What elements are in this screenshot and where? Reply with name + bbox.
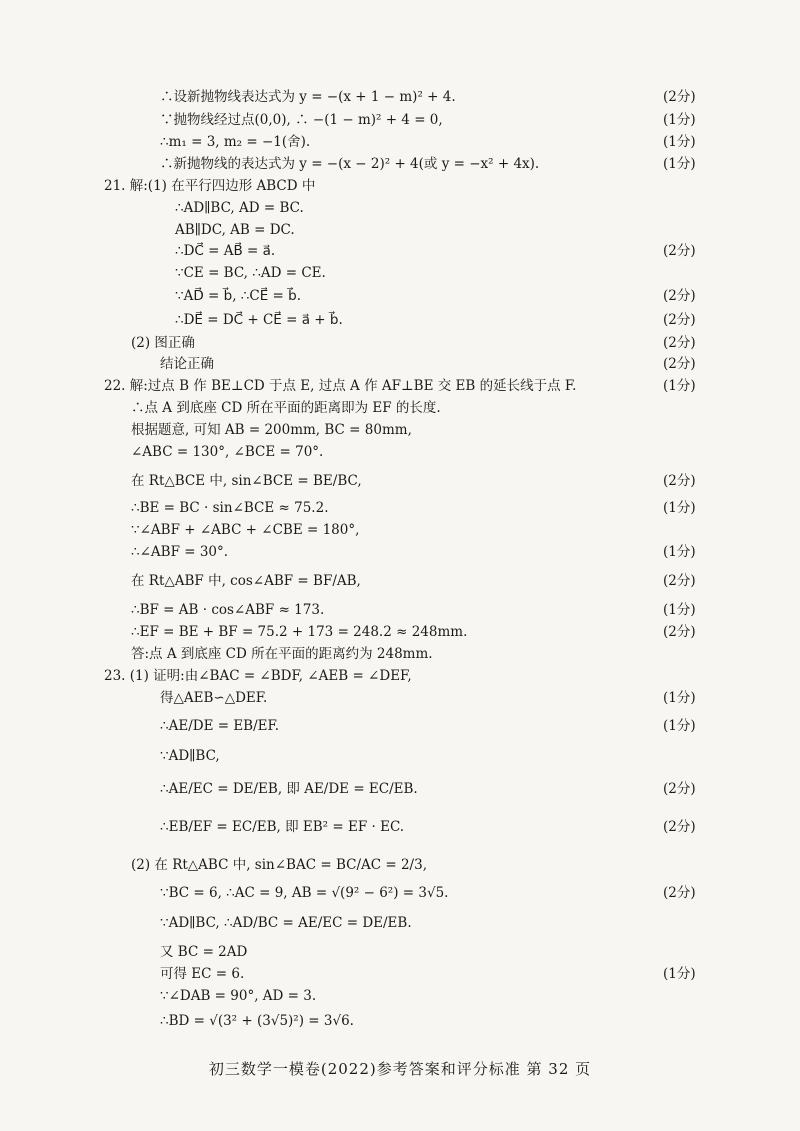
score-label: (1分) <box>663 378 696 394</box>
score-label: (2分) <box>663 473 696 489</box>
text-line: 在 Rt△BCE 中, sin∠BCE = BE/BC, <box>131 473 362 489</box>
text-line: ∴BE = BC · sin∠BCE ≈ 75.2. <box>131 500 329 516</box>
text-line: ∴DC⃗ = AB⃗ = a⃗. <box>175 243 276 259</box>
score-label: (1分) <box>663 690 696 706</box>
text-line: (2) 图正确 <box>131 335 195 351</box>
problem-22-heading: 22. 解:过点 B 作 BE⊥CD 于点 E, 过点 A 作 AF⊥BE 交 EB 的延长线于点 F. <box>104 378 577 394</box>
text-line: 结论正确 <box>160 356 214 372</box>
text-line: ∴AD∥BC, AD = BC. <box>175 200 304 216</box>
text-line: 答:点 A 到底座 CD 所在平面的距离约为 248mm. <box>131 646 433 662</box>
text-line: ∵AD∥BC, ∴AD/BC = AE/EC = DE/EB. <box>160 915 412 931</box>
text-line: ∴EF = BE + BF = 75.2 + 173 = 248.2 ≈ 248mm. <box>131 624 468 640</box>
text-line: ∵CE = BC, ∴AD = CE. <box>175 265 326 281</box>
score-label: (1分) <box>663 156 696 172</box>
score-label: (2分) <box>663 781 696 797</box>
text-line: ∴AE/EC = DE/EB, 即 AE/DE = EC/EB. <box>160 781 418 797</box>
text-line: ∴BF = AB · cos∠ABF ≈ 173. <box>131 602 325 618</box>
text-line: 根据题意, 可知 AB = 200mm, BC = 80mm, <box>131 422 412 438</box>
score-label: (2分) <box>663 243 696 259</box>
score-label: (2分) <box>663 312 696 328</box>
text-line: ∠ABC = 130°, ∠BCE = 70°. <box>131 444 324 460</box>
page-footer: 初三数学一模卷(2022)参考答案和评分标准 第 32 页 <box>208 1060 592 1078</box>
score-label: (1分) <box>663 134 696 150</box>
score-label: (1分) <box>663 602 696 618</box>
score-label: (1分) <box>663 544 696 560</box>
score-label: (1分) <box>663 500 696 516</box>
text-line: ∴新抛物线的表达式为 y = −(x − 2)² + 4(或 y = −x² + 4x). <box>160 156 540 172</box>
score-label: (2分) <box>663 335 696 351</box>
score-label: (1分) <box>663 112 696 128</box>
text-line: ∴BD = √(3² + (3√5)²) = 3√6. <box>160 1013 354 1029</box>
text-line: ∵BC = 6, ∴AC = 9, AB = √(9² − 6²) = 3√5. <box>160 885 449 901</box>
text-line: ∴DE⃗ = DC⃗ + CE⃗ = a⃗ + b⃗. <box>175 312 343 328</box>
score-label: (2分) <box>663 356 696 372</box>
score-label: (2分) <box>663 885 696 901</box>
text-line: ∵AD∥BC, <box>160 748 220 764</box>
score-label: (2分) <box>663 573 696 589</box>
problem-23-heading: 23. (1) 证明:由∠BAC = ∠BDF, ∠AEB = ∠DEF, <box>104 668 412 684</box>
text-line: 得△AEB∽△DEF. <box>160 690 268 706</box>
text-line: ∴点 A 到底座 CD 所在平面的距离即为 EF 的长度. <box>131 400 441 416</box>
score-label: (2分) <box>663 624 696 640</box>
text-line: 在 Rt△ABF 中, cos∠ABF = BF/AB, <box>131 573 361 589</box>
text-line: AB∥DC, AB = DC. <box>175 222 295 238</box>
text-line: ∵∠ABF + ∠ABC + ∠CBE = 180°, <box>131 522 360 538</box>
score-label: (1分) <box>663 718 696 734</box>
text-line: ∵∠DAB = 90°, AD = 3. <box>160 988 317 1004</box>
text-line: 又 BC = 2AD <box>160 944 248 960</box>
text-line: (2) 在 Rt△ABC 中, sin∠BAC = BC/AC = 2/3, <box>131 857 427 873</box>
text-line: ∴AE/DE = EB/EF. <box>160 718 280 734</box>
score-label: (2分) <box>663 288 696 304</box>
problem-21-heading: 21. 解:(1) 在平行四边形 ABCD 中 <box>104 178 316 194</box>
score-label: (2分) <box>663 819 696 835</box>
score-label: (1分) <box>663 966 696 982</box>
text-line: ∵AD⃗ = b⃗, ∴CE⃗ = b⃗. <box>175 288 301 304</box>
text-line: ∵抛物线经过点(0,0), ∴ −(1 − m)² + 4 = 0, <box>160 112 443 128</box>
score-label: (2分) <box>663 89 696 105</box>
text-line: ∴m₁ = 3, m₂ = −1(舍). <box>160 134 311 150</box>
text-line: 可得 EC = 6. <box>160 966 245 982</box>
text-line: ∴EB/EF = EC/EB, 即 EB² = EF · EC. <box>160 819 405 835</box>
text-line: ∴设新抛物线表达式为 y = −(x + 1 − m)² + 4. <box>160 89 456 105</box>
text-line: ∴∠ABF = 30°. <box>131 544 229 560</box>
